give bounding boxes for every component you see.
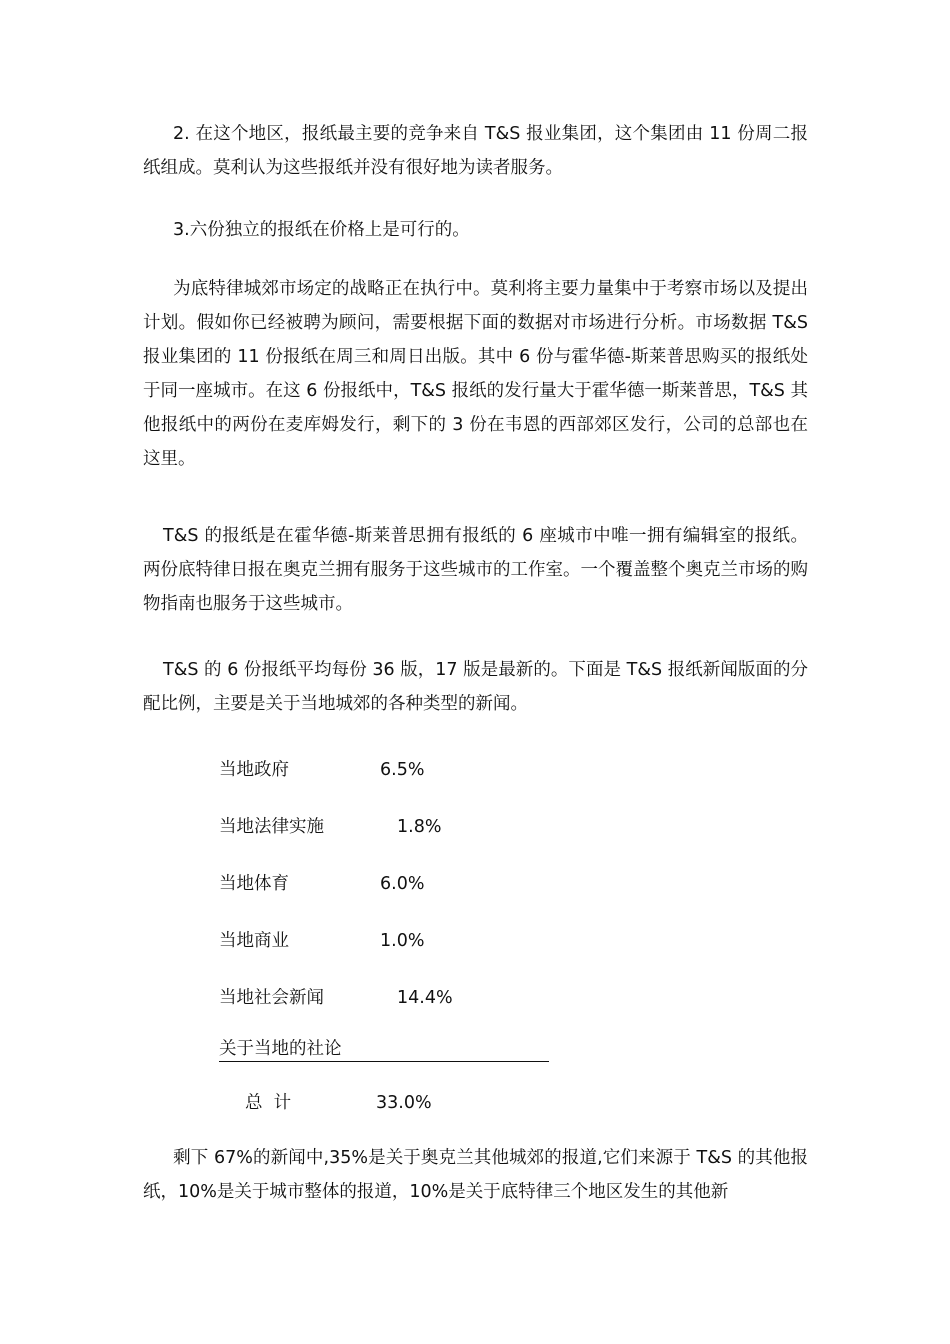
row-value: 6.0% bbox=[380, 874, 425, 894]
paragraph-remaining-news bbox=[143, 1141, 808, 1209]
row-label: 当地社会新闻 bbox=[219, 988, 324, 1008]
row-label: 当地商业 bbox=[219, 931, 289, 951]
row-value: 6.5% bbox=[380, 760, 425, 780]
total-label: 总 计 bbox=[245, 1093, 292, 1113]
row-label: 当地法律实施 bbox=[219, 817, 324, 837]
row-label: 当地政府 bbox=[219, 760, 289, 780]
total-value: 33.0% bbox=[376, 1093, 432, 1113]
editorial-row bbox=[219, 1037, 549, 1062]
paragraph-page-allocation bbox=[143, 653, 808, 721]
paragraph-remaining-news-text: 剩下 67%的新闻中,35%是关于奥克兰其他城郊的报道,它们来源于 T&S 的其他报纸，10%是关于城市整体的报道，10%是关于底特律三个地区发生的其他新 bbox=[143, 1148, 808, 1202]
editorial-label: 关于当地的社论 bbox=[219, 1039, 342, 1059]
paragraph-strategy bbox=[143, 272, 808, 476]
paragraph-competition bbox=[143, 117, 808, 185]
paragraph-competition-text: 2. 在这个地区，报纸最主要的竞争来自 T&S 报业集团，这个集团由 11 份周二报纸组成。莫利认为这些报纸并没有很好地为读者服务。 bbox=[143, 124, 808, 178]
row-value: 14.4% bbox=[397, 988, 453, 1008]
paragraph-editorial-room-text: T&S 的报纸是在霍华德-斯莱普思拥有报纸的 6 座城市中唯一拥有编辑室的报纸。两份底特律日报在奥克兰拥有服务于这些城市的工作室。一个覆盖整个奥克兰市场的购物指南也服务于这些城市。 bbox=[143, 526, 808, 614]
row-value: 1.8% bbox=[397, 817, 442, 837]
row-value: 1.0% bbox=[380, 931, 425, 951]
paragraph-editorial-room bbox=[143, 519, 808, 621]
row-label: 当地体育 bbox=[219, 874, 289, 894]
paragraph-page-allocation-text: T&S 的 6 份报纸平均每份 36 版，17 版是最新的。下面是 T&S 报纸新闻版面的分配比例，主要是关于当地城郊的各种类型的新闻。 bbox=[143, 660, 808, 714]
paragraph-strategy-text: 为底特律城郊市场定的战略正在执行中。莫利将主要力量集中于考察市场以及提出计划。假如你已经被聘为顾问，需要根据下面的数据对市场进行分析。市场数据 T&S 报业集团的 11 份报纸在周三和周日出版。其中 6 份与霍华德-斯莱普思购买的报纸处于同一座城市。在这 6 份报纸中，T&S 报纸的发行量大于霍华德一斯莱普思，T&S 其他报纸中的两份在麦库姆发行，剩下的 3 份在韦恩的西部郊区发行，公司的总部也在这里。 bbox=[143, 279, 808, 469]
paragraph-price-text: 3.六份独立的报纸在价格上是可行的。 bbox=[173, 220, 470, 240]
paragraph-price bbox=[143, 213, 808, 247]
